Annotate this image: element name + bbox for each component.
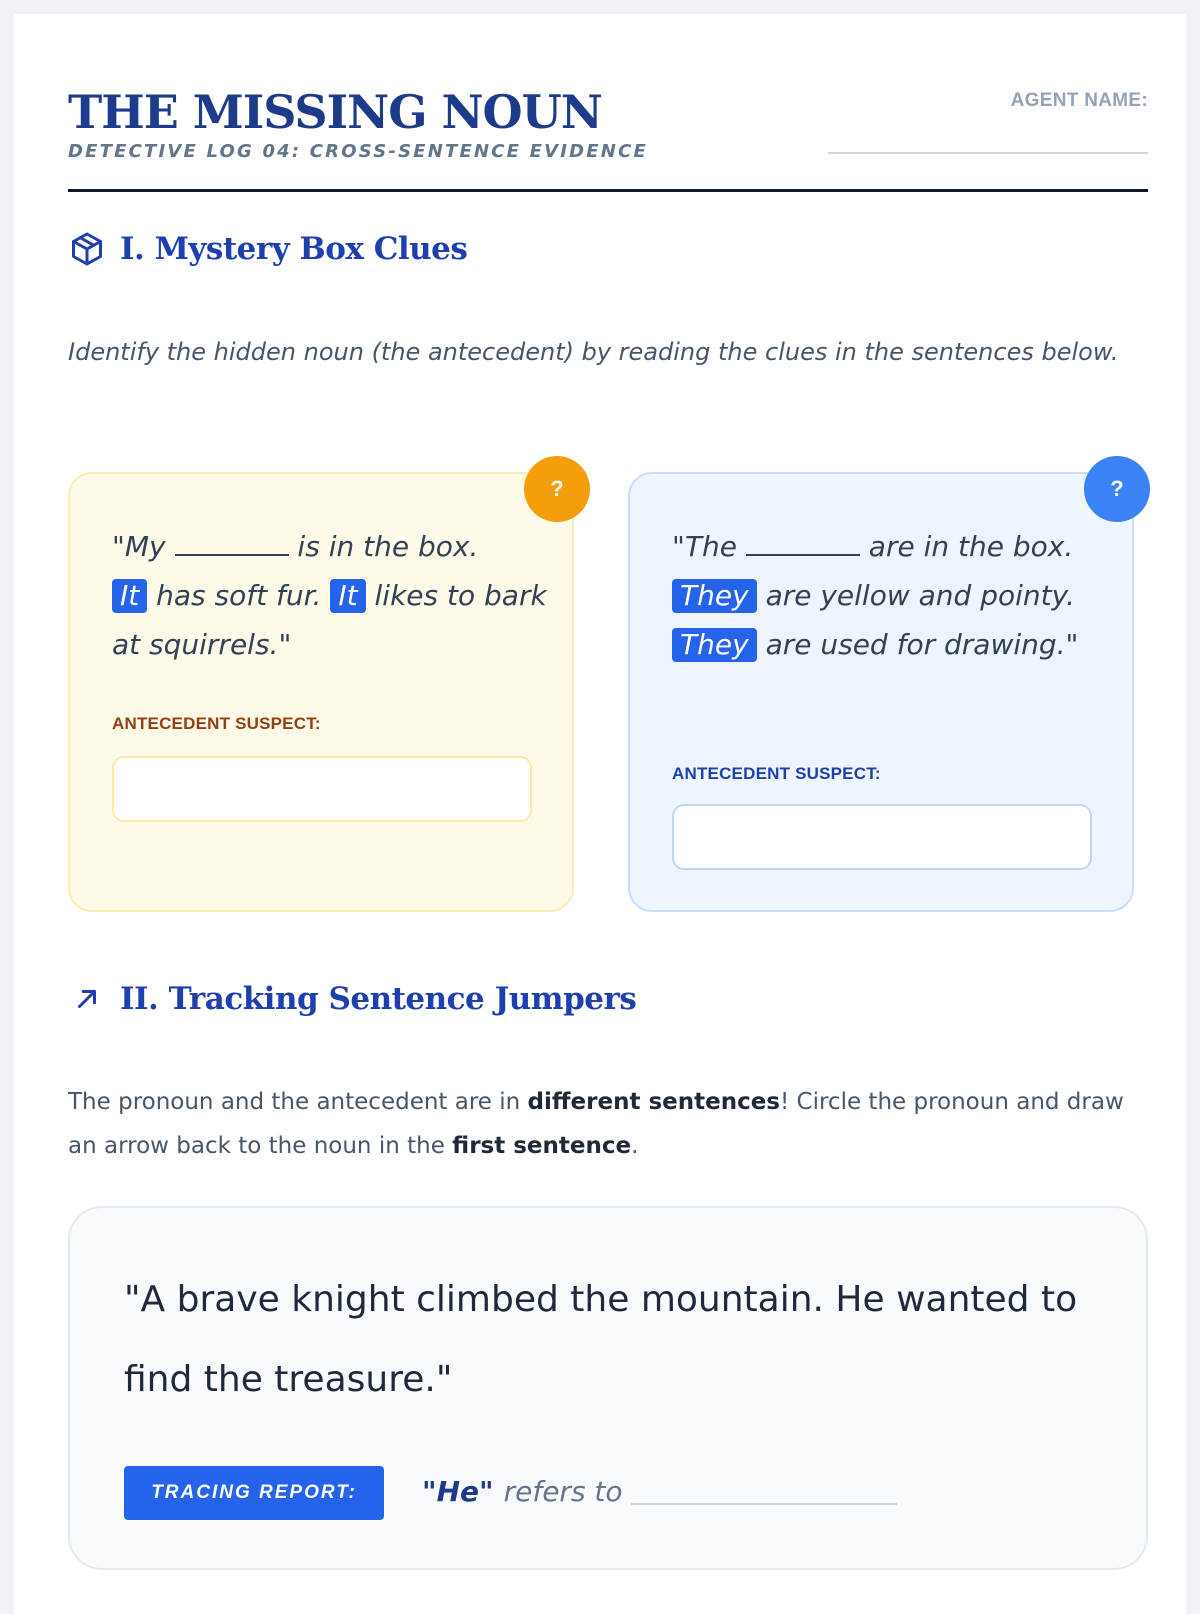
report-pronoun: "He" [422,1475,494,1508]
pronoun-highlight: They [672,628,757,662]
tracing-report-badge: TRACING REPORT: [124,1466,384,1520]
section-2-title: II. Tracking Sentence Jumpers [120,981,637,1017]
agent-name-label: AGENT NAME: [1010,90,1148,111]
instruction-text: . [631,1133,639,1159]
clue-text: "The [672,530,737,563]
section-2-header [68,980,636,1018]
question-badge: ? [1084,456,1150,522]
report-answer-field[interactable] [631,1479,897,1505]
antecedent-suspect-label: ANTECEDENT SUSPECT: [112,714,321,733]
instruction-emphasis: first sentence [452,1133,632,1159]
clue-text: "My [112,530,166,563]
report-text: refers to [503,1475,623,1508]
antecedent-suspect-label: ANTECEDENT SUSPECT: [672,764,881,783]
header [68,84,1148,192]
section-2-instructions [68,1080,1158,1168]
page-title: THE MISSING NOUN [68,85,602,139]
evidence-quote: "A brave knight climbed the mountain. He wanted to find the treasure." [124,1279,1078,1400]
pronoun-highlight: It [112,579,147,613]
clue-blank [746,534,860,556]
clue-blank [175,534,289,556]
question-badge: ? [524,456,590,522]
mystery-card-2 [628,472,1134,912]
clue-sentence [672,522,1112,669]
clue-text: is in the box. [297,530,479,563]
clue-text: has soft fur. [156,579,322,612]
arrow-up-right-icon [68,980,106,1018]
instruction-emphasis: different sentences [527,1089,780,1115]
box-icon [68,230,106,268]
clue-sentence [112,522,552,669]
clue-text: are used for drawing." [765,628,1079,661]
page-subtitle: DETECTIVE LOG 04: CROSS-SENTENCE EVIDENCE [68,141,648,162]
tracing-report [422,1470,897,1514]
clue-text: are in the box. [868,530,1074,563]
pronoun-highlight: It [330,579,365,613]
section-1-instructions: Identify the hidden noun (the antecedent) by reading the clues in the sentences below. [68,338,1119,366]
antecedent-suspect-input[interactable] [112,756,532,822]
pronoun-highlight: They [672,579,757,613]
evidence-box [68,1206,1148,1570]
agent-name-field[interactable] [828,152,1148,154]
antecedent-suspect-input[interactable] [672,804,1092,870]
clue-text: are yellow and pointy. [765,579,1075,612]
section-1-title: I. Mystery Box Clues [120,231,468,267]
section-1-header [68,230,467,268]
mystery-card-1 [68,472,574,912]
worksheet [14,14,1186,1614]
instruction-text: The pronoun and the antecedent are in [68,1089,528,1115]
instruction-text: ! Circle the pronoun and draw an arrow back to the noun in the [68,1089,1124,1159]
clue-text: likes to bark at squirrels." [112,579,547,661]
